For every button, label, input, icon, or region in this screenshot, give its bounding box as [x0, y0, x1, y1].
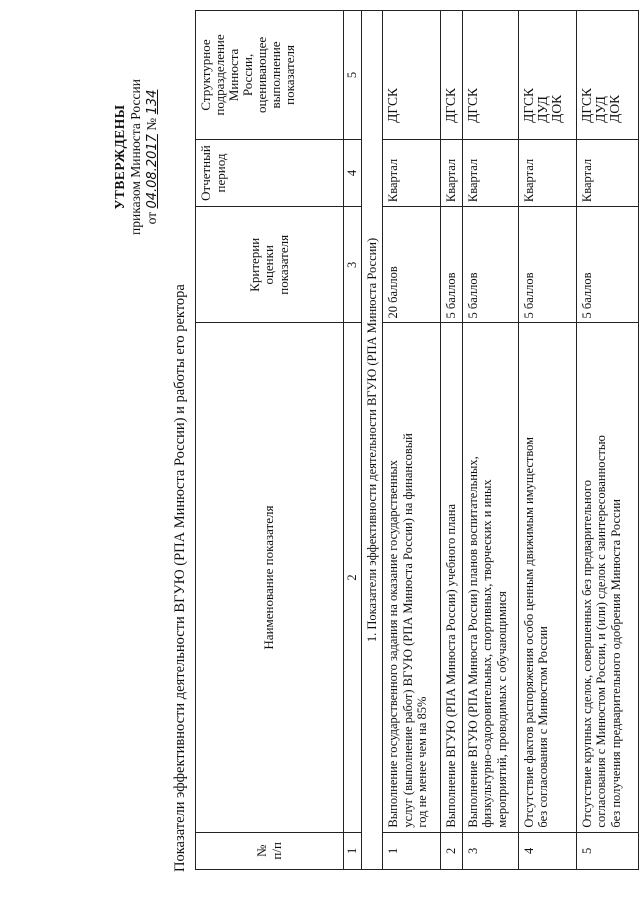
table-row — [383, 11, 441, 870]
indicator-name — [576, 323, 638, 832]
indicator-name-line: Отсутствие крупных сделок, совершенных без предварительного — [579, 480, 594, 828]
column-index-cell: 1 — [344, 832, 362, 869]
indicator-name — [518, 323, 576, 832]
approval-number: 134 — [145, 89, 160, 115]
header-department-line: оценивающее — [254, 36, 269, 114]
header-department-line: показателя — [282, 45, 297, 105]
indicator-name-line: Отсутствие фактов распоряжения особо ценным движимым имуществом — [521, 436, 536, 828]
approval-date-line: от 04.08.2017 № 134 — [144, 89, 160, 225]
section-row — [361, 11, 383, 870]
header-name: Наименование показателя — [196, 323, 344, 832]
department-line: ДГСК — [443, 88, 458, 123]
header-criteria — [196, 207, 344, 323]
header-period-line: Отчетный — [198, 145, 213, 201]
row-number: 2 — [441, 832, 463, 869]
indicator-name — [462, 323, 518, 832]
indicators-table — [195, 10, 639, 870]
department-line: ДГСК — [578, 88, 594, 123]
table-row — [576, 11, 638, 870]
indicator-name-line: согласования с Минюстом России, и (или) сделок с заинтересованностью — [594, 435, 608, 828]
indicator-name-line: без согласования с Минюстом России — [536, 626, 550, 828]
indicator-name-line: Выполнение ВГУЮ (РПА Минюста России) планов воспитательных, — [465, 456, 480, 828]
approval-stamp — [112, 42, 161, 272]
criteria-value: 5 баллов — [441, 207, 463, 323]
header-row — [196, 11, 344, 870]
department-value — [576, 11, 638, 140]
column-index-row — [344, 11, 362, 870]
row-number: 3 — [462, 832, 518, 869]
document-page — [20, 12, 623, 892]
indicator-name-line: мероприятий, проводимых с обучающимися — [494, 591, 509, 828]
period-value: Квартал — [518, 139, 576, 206]
approval-order-line: приказом Минюста России — [128, 79, 143, 235]
period-value: Квартал — [441, 139, 463, 206]
indicator-name-line: год не менее чем на 85% — [415, 696, 429, 828]
criteria-value: 5 баллов — [518, 207, 576, 323]
department-line: ДГСК — [385, 88, 400, 123]
approval-heading: УТВЕРЖДЕНЫ — [112, 104, 127, 210]
indicator-name-line: услуг (выполнение работ) ВГУЮ (РПА Минюста России) на финансовый — [400, 433, 415, 828]
department-line: ДУД — [534, 96, 550, 123]
column-index-cell: 5 — [344, 11, 362, 140]
department-line: ДУД — [592, 96, 608, 123]
header-department-line: выполнение — [268, 41, 283, 109]
department-value — [462, 11, 518, 140]
header-no — [196, 832, 344, 869]
approval-date: 04.08.2017 — [145, 134, 160, 209]
header-department-line: подразделение — [212, 34, 227, 116]
row-number: 1 — [383, 832, 441, 869]
department-line: ДОК — [606, 94, 622, 123]
header-period-line: период — [212, 153, 228, 193]
table-row — [462, 11, 518, 870]
period-value: Квартал — [462, 139, 518, 206]
table-row — [441, 11, 463, 870]
department-value — [383, 11, 441, 140]
document-title: Показатели эффективности деятельности ВГУЮ (РПА Минюста России) и работы его ректора — [172, 284, 188, 872]
period-value: Квартал — [383, 139, 441, 206]
header-criteria-line: Критерии — [246, 237, 262, 292]
department-value — [441, 11, 463, 140]
indicator-name — [441, 323, 463, 832]
department-line: ДГСК — [520, 88, 536, 123]
department-value — [518, 11, 576, 140]
department-line: ДОК — [548, 94, 564, 123]
row-number: 4 — [518, 832, 576, 869]
indicator-name — [383, 323, 441, 832]
criteria-value: 5 баллов — [576, 207, 638, 323]
header-criteria-line: оценки — [261, 245, 277, 285]
indicator-name-line: без получения предварительного одобрения Минюста России — [608, 499, 623, 828]
header-department-line: Минюста — [226, 48, 241, 102]
column-index-cell: 3 — [344, 207, 362, 323]
header-no-line: п/п — [268, 842, 284, 860]
column-index-cell: 2 — [344, 323, 362, 832]
header-department-line: России, — [240, 53, 255, 97]
table-row — [518, 11, 576, 870]
header-period — [196, 139, 344, 206]
section-title: 1. Показатели эффективности деятельности ВГУЮ (РПА Минюста России) — [361, 11, 383, 870]
column-index-cell: 4 — [344, 139, 362, 206]
header-criteria-line: показателя — [275, 234, 291, 295]
indicator-name-line: физкультурно-оздоровительных, спортивных, творческих и иных — [480, 479, 494, 828]
department-line: ДГСК — [464, 88, 480, 123]
indicator-name-line: Выполнение ВГУЮ (РПА Минюста России) учебного плана — [444, 503, 458, 828]
header-department-line: Структурное — [198, 39, 213, 111]
header-no-line: № — [254, 844, 269, 858]
criteria-value: 5 баллов — [462, 207, 518, 323]
indicator-name-line: Выполнение государственного задания на оказание государственных — [386, 459, 400, 828]
header-department — [196, 11, 344, 140]
row-number: 5 — [576, 832, 638, 869]
period-value: Квартал — [576, 139, 638, 206]
criteria-value: 20 баллов — [383, 207, 441, 323]
